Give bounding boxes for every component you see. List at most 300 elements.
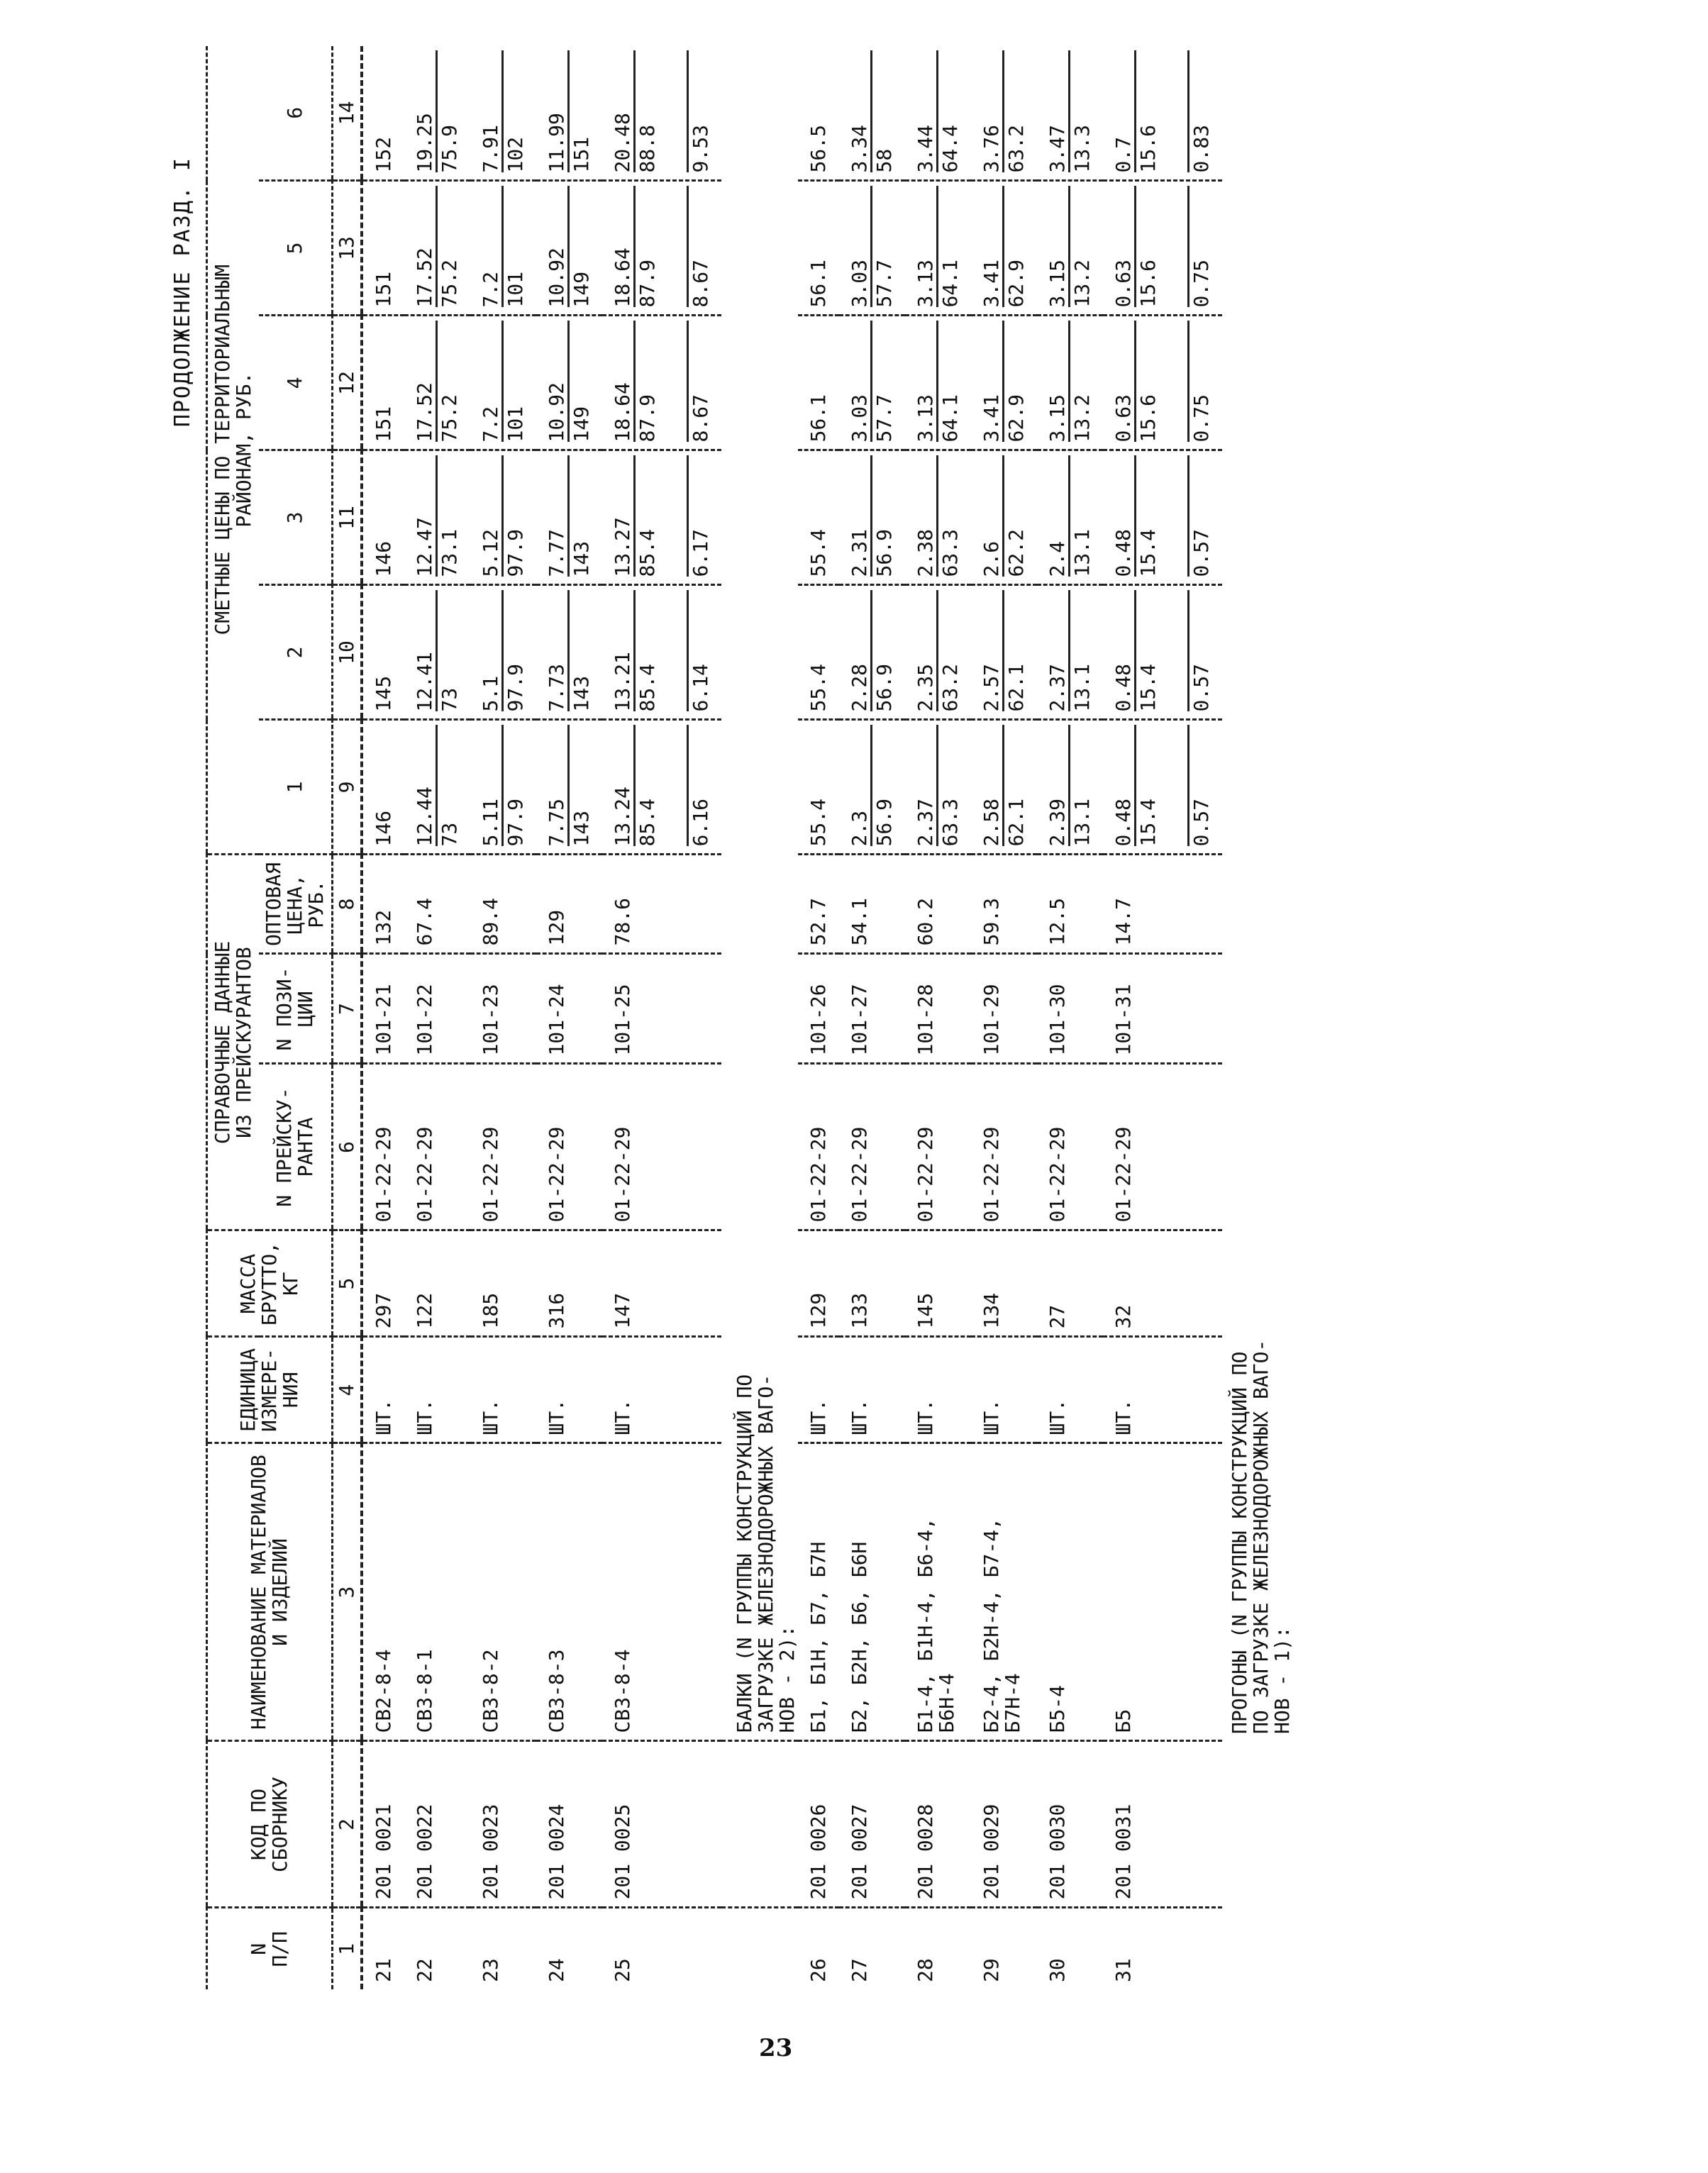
price-value-secondary: 87.9 bbox=[633, 186, 658, 307]
row-code: 201 0026 bbox=[798, 1741, 839, 1908]
row-name: Б5-4 bbox=[1037, 1443, 1103, 1741]
row-code: 201 0030 bbox=[1037, 1741, 1103, 1908]
row-wholesale-price: 54.1 bbox=[839, 855, 905, 954]
header-region-5: 5 bbox=[259, 181, 333, 316]
price-value: 2.31 bbox=[848, 529, 871, 577]
row-number: 21 bbox=[372, 1958, 395, 1982]
price-value: 3.41 bbox=[980, 394, 1003, 443]
header-col-wholesale-price: ОПТОВАЯ ЦЕНА, РУБ. bbox=[259, 855, 333, 954]
price-value: 19.25 bbox=[413, 113, 436, 173]
price-value: 3.13 bbox=[914, 394, 937, 443]
row-price-region-4 bbox=[839, 316, 905, 450]
price-value: 2.3 bbox=[848, 810, 871, 847]
price-value: 3.76 bbox=[980, 125, 1003, 173]
row-price-region-3 bbox=[839, 450, 905, 585]
price-value: 2.39 bbox=[1046, 799, 1069, 847]
row-price-region-4 bbox=[602, 316, 721, 450]
row-pricelist: 01-22-29 bbox=[470, 1064, 536, 1230]
price-value-secondary: 63.2 bbox=[936, 590, 961, 711]
row-price-region-6 bbox=[1037, 46, 1103, 181]
row-position: 101-29 bbox=[971, 954, 1037, 1064]
row-code: 201 0028 bbox=[905, 1741, 971, 1908]
price-value-secondary: 15.4 bbox=[1134, 455, 1159, 577]
price-value: 12.44 bbox=[413, 787, 436, 847]
price-value: 13.24 bbox=[611, 787, 634, 847]
price-value-secondary: 85.4 bbox=[633, 725, 658, 846]
row-price-region-5 bbox=[1037, 181, 1103, 316]
price-value-secondary: 143 bbox=[567, 725, 592, 846]
price-value-secondary: 13.1 bbox=[1068, 725, 1093, 846]
row-name: Б1-4, Б1Н-4, Б6-4, Б6Н-4 bbox=[905, 1443, 971, 1741]
price-value-secondary: 63.2 bbox=[1002, 50, 1027, 173]
row-pricelist: 01-22-29 bbox=[798, 1064, 839, 1230]
table-row bbox=[798, 46, 839, 1989]
price-value-secondary: 97.9 bbox=[501, 590, 526, 711]
row-price-region-6 bbox=[602, 46, 721, 181]
header-group-reference: СПРАВОЧНЫЕ ДАННЫЕ ИЗ ПРЕЙСКУРАНТОВ bbox=[207, 855, 260, 1230]
header-region-4: 4 bbox=[259, 316, 333, 450]
row-price-region-2 bbox=[905, 585, 971, 720]
column-number-1: 1 bbox=[333, 1908, 362, 1989]
row-price-region-2 bbox=[798, 585, 839, 720]
row-mass: 129 bbox=[798, 1230, 839, 1337]
row-name: СВ3-8-1 bbox=[404, 1443, 470, 1741]
price-value: 13.21 bbox=[611, 652, 634, 712]
row-number: 30 bbox=[1046, 1958, 1069, 1982]
price-value: 5.11 bbox=[479, 799, 502, 847]
row-number: 28 bbox=[914, 1958, 937, 1982]
row-price-region-1 bbox=[602, 720, 721, 855]
price-value-secondary: 75.9 bbox=[436, 50, 460, 173]
price-value-secondary: 15.4 bbox=[1134, 590, 1159, 711]
price-value: 11.99 bbox=[545, 113, 568, 173]
column-number-2: 2 bbox=[333, 1741, 362, 1908]
row-price-region-2 bbox=[536, 585, 602, 720]
column-number-7: 7 bbox=[333, 954, 362, 1064]
group-heading: БАЛКИ (N ГРУППЫ КОНСТРУКЦИЙ ПО ЗАГРУЗКЕ ЖЕЛЕЗНОДОРОЖНЫХ ВАГО- НОВ - 2): bbox=[721, 46, 798, 1741]
row-price-region-1 bbox=[905, 720, 971, 855]
row-price-region-6 bbox=[905, 46, 971, 181]
price-value: 5.1 bbox=[479, 675, 502, 712]
row-code: 201 0024 bbox=[536, 1741, 602, 1908]
row-position: 101-27 bbox=[839, 954, 905, 1064]
price-value: 146 bbox=[372, 540, 395, 577]
row-name: СВ2-8-4 bbox=[362, 1443, 404, 1741]
price-value: 2.6 bbox=[980, 540, 1003, 577]
price-value: 55.4 bbox=[806, 799, 830, 847]
row-price-region-3 bbox=[905, 450, 971, 585]
price-value: 3.03 bbox=[848, 394, 871, 443]
row-price-region-5 bbox=[971, 181, 1037, 316]
price-value-secondary: 73 bbox=[436, 725, 460, 846]
row-price-region-4 bbox=[362, 316, 404, 450]
table-row bbox=[602, 46, 721, 1989]
price-value-secondary: 56.9 bbox=[870, 455, 895, 577]
row-unit: ШТ. bbox=[536, 1337, 602, 1443]
row-name: СВ3-8-2 bbox=[470, 1443, 536, 1741]
price-value-secondary: 58 bbox=[870, 50, 895, 173]
group-spacer bbox=[721, 1741, 798, 1908]
price-value: 3.41 bbox=[980, 260, 1003, 308]
row-code: 201 0022 bbox=[404, 1741, 470, 1908]
price-value-secondary: 57.7 bbox=[870, 186, 895, 307]
price-value: 151 bbox=[372, 271, 395, 308]
row-pricelist: 01-22-29 bbox=[362, 1064, 404, 1230]
row-unit: ШТ. bbox=[1037, 1337, 1103, 1443]
row-pricelist: 01-22-29 bbox=[1103, 1064, 1222, 1230]
row-code: 201 0023 bbox=[470, 1741, 536, 1908]
row-price-region-2 bbox=[602, 585, 721, 720]
price-value-secondary: 85.4 bbox=[633, 590, 658, 711]
row-wholesale-price: 60.2 bbox=[905, 855, 971, 954]
price-value-secondary: 15.4 bbox=[1134, 725, 1159, 846]
row-price-region-6 bbox=[536, 46, 602, 181]
row-mass: 297 bbox=[362, 1230, 404, 1337]
price-value: 12.41 bbox=[413, 652, 436, 712]
row-price-region-5 bbox=[536, 181, 602, 316]
row-mass: 27 bbox=[1037, 1230, 1103, 1337]
row-price-region-4 bbox=[536, 316, 602, 450]
row-price-region-6 bbox=[839, 46, 905, 181]
row-wholesale-price: 59.3 bbox=[971, 855, 1037, 954]
row-code: 201 0025 bbox=[602, 1741, 721, 1908]
price-value-secondary: 73 bbox=[436, 590, 460, 711]
row-price-region-1 bbox=[470, 720, 536, 855]
price-value-extra: 9.53 bbox=[687, 50, 711, 173]
price-value: 7.75 bbox=[545, 799, 568, 847]
price-value-extra: 0.75 bbox=[1187, 186, 1212, 307]
row-price-region-6 bbox=[362, 46, 404, 181]
price-value-secondary: 73.1 bbox=[436, 455, 460, 577]
price-value: 10.92 bbox=[545, 382, 568, 443]
price-value: 56.1 bbox=[806, 260, 830, 308]
row-price-region-3 bbox=[971, 450, 1037, 585]
price-value: 18.64 bbox=[611, 248, 634, 308]
row-position: 101-25 bbox=[602, 954, 721, 1064]
row-price-region-1 bbox=[362, 720, 404, 855]
row-mass: 122 bbox=[404, 1230, 470, 1337]
row-position: 101-24 bbox=[536, 954, 602, 1064]
price-value: 12.47 bbox=[413, 517, 436, 577]
price-value: 3.13 bbox=[914, 260, 937, 308]
row-price-region-1 bbox=[404, 720, 470, 855]
row-price-region-5 bbox=[470, 181, 536, 316]
row-price-region-5 bbox=[839, 181, 905, 316]
row-unit: ШТ. bbox=[798, 1337, 839, 1443]
row-mass: 316 bbox=[536, 1230, 602, 1337]
row-price-region-3 bbox=[404, 450, 470, 585]
row-unit: ШТ. bbox=[602, 1337, 721, 1443]
table-row bbox=[971, 46, 1037, 1989]
price-value-extra: 0.57 bbox=[1187, 725, 1212, 846]
row-price-region-1 bbox=[1103, 720, 1222, 855]
row-unit: ШТ. bbox=[362, 1337, 404, 1443]
row-price-region-5 bbox=[1103, 181, 1222, 316]
price-value-secondary: 57.7 bbox=[870, 321, 895, 442]
column-number-11: 11 bbox=[333, 450, 362, 585]
row-price-region-2 bbox=[971, 585, 1037, 720]
column-number-10: 10 bbox=[333, 585, 362, 720]
price-value-secondary: 87.9 bbox=[633, 321, 658, 442]
price-value-secondary: 63.3 bbox=[936, 725, 961, 846]
row-price-region-5 bbox=[404, 181, 470, 316]
row-price-region-1 bbox=[1037, 720, 1103, 855]
row-name: СВ3-8-3 bbox=[536, 1443, 602, 1741]
row-code: 201 0029 bbox=[971, 1741, 1037, 1908]
row-number: 24 bbox=[545, 1958, 568, 1982]
row-name: Б1, Б1Н, Б7, Б7Н bbox=[798, 1443, 839, 1741]
price-value: 7.2 bbox=[479, 406, 502, 443]
row-price-region-5 bbox=[905, 181, 971, 316]
rotated-page bbox=[163, 101, 1412, 1989]
row-pricelist: 01-22-29 bbox=[536, 1064, 602, 1230]
price-value-secondary: 143 bbox=[567, 590, 592, 711]
page-header: ПРОДОЛЖЕНИЕ РАЗД. I bbox=[170, 157, 195, 428]
column-number-13: 13 bbox=[333, 181, 362, 316]
row-price-region-3 bbox=[798, 450, 839, 585]
row-code: 201 0027 bbox=[839, 1741, 905, 1908]
row-price-region-2 bbox=[362, 585, 404, 720]
price-value-secondary: 56.9 bbox=[870, 725, 895, 846]
price-value: 5.12 bbox=[479, 529, 502, 577]
row-position: 101-31 bbox=[1103, 954, 1222, 1064]
price-value-secondary: 15.6 bbox=[1134, 321, 1159, 442]
price-value: 17.52 bbox=[413, 248, 436, 308]
price-value-secondary: 62.9 bbox=[1002, 186, 1027, 307]
row-price-region-3 bbox=[536, 450, 602, 585]
price-value-secondary: 88.8 bbox=[633, 50, 658, 173]
row-number: 26 bbox=[806, 1958, 830, 1982]
price-value-extra: 6.16 bbox=[687, 725, 711, 846]
table-row bbox=[404, 46, 470, 1989]
header-col-n: N П/П bbox=[207, 1908, 333, 1989]
row-pricelist: 01-22-29 bbox=[404, 1064, 470, 1230]
footer-note: ПРОГОНЫ (N ГРУППЫ КОНСТРУКЦИЙ ПО ПО ЗАГРУЗКЕ ЖЕЛЕЗНОДОРОЖНЫХ ВАГО- НОВ - 1): bbox=[1228, 1339, 1294, 1734]
price-table bbox=[206, 46, 1222, 1989]
row-pricelist: 01-22-29 bbox=[602, 1064, 721, 1230]
row-number: 23 bbox=[479, 1958, 502, 1982]
header-region-6: 6 bbox=[259, 46, 333, 181]
price-value-secondary: 102 bbox=[501, 50, 526, 173]
row-position: 101-22 bbox=[404, 954, 470, 1064]
price-value-secondary: 97.9 bbox=[501, 455, 526, 577]
row-price-region-4 bbox=[470, 316, 536, 450]
row-position: 101-21 bbox=[362, 954, 404, 1064]
column-number-12: 12 bbox=[333, 316, 362, 450]
row-price-region-3 bbox=[1103, 450, 1222, 585]
price-value: 2.28 bbox=[848, 664, 871, 712]
row-mass: 134 bbox=[971, 1230, 1037, 1337]
row-mass: 133 bbox=[839, 1230, 905, 1337]
price-value-extra: 6.17 bbox=[687, 455, 711, 577]
row-number: 29 bbox=[980, 1958, 1003, 1982]
table-row bbox=[362, 46, 404, 1989]
row-price-region-5 bbox=[798, 181, 839, 316]
header-col-unit: ЕДИНИЦА ИЗМЕРЕ- НИЯ bbox=[207, 1337, 333, 1443]
price-value: 2.35 bbox=[914, 664, 937, 712]
row-wholesale-price: 67.4 bbox=[404, 855, 470, 954]
price-value: 17.52 bbox=[413, 382, 436, 443]
price-value: 0.63 bbox=[1111, 394, 1135, 443]
price-value: 2.58 bbox=[980, 799, 1003, 847]
price-value-secondary: 13.3 bbox=[1068, 50, 1093, 173]
price-value-secondary: 13.2 bbox=[1068, 321, 1093, 442]
price-value: 145 bbox=[372, 675, 395, 712]
price-value-secondary: 64.4 bbox=[936, 50, 961, 173]
price-value-secondary: 97.9 bbox=[501, 725, 526, 846]
price-value-extra: 0.57 bbox=[1187, 590, 1212, 711]
header-col-pricelist: N ПРЕЙСКУ- РАНТА bbox=[259, 1064, 333, 1230]
row-mass: 185 bbox=[470, 1230, 536, 1337]
price-value: 10.92 bbox=[545, 248, 568, 308]
column-number-14: 14 bbox=[333, 46, 362, 181]
price-value: 7.2 bbox=[479, 271, 502, 308]
price-value-secondary: 75.2 bbox=[436, 186, 460, 307]
row-price-region-4 bbox=[404, 316, 470, 450]
header-region-3: 3 bbox=[259, 450, 333, 585]
price-value: 2.37 bbox=[1046, 664, 1069, 712]
price-value-secondary: 149 bbox=[567, 186, 592, 307]
row-position: 101-26 bbox=[798, 954, 839, 1064]
price-value: 55.4 bbox=[806, 529, 830, 577]
row-price-region-2 bbox=[470, 585, 536, 720]
column-number-3: 3 bbox=[333, 1443, 362, 1741]
row-mass: 145 bbox=[905, 1230, 971, 1337]
row-name: СВ3-8-4 bbox=[602, 1443, 721, 1741]
price-value: 2.57 bbox=[980, 664, 1003, 712]
price-value-secondary: 149 bbox=[567, 321, 592, 442]
price-value: 3.15 bbox=[1046, 394, 1069, 443]
column-number-5: 5 bbox=[333, 1230, 362, 1337]
column-number-8: 8 bbox=[333, 855, 362, 954]
row-price-region-4 bbox=[971, 316, 1037, 450]
price-value-secondary: 85.4 bbox=[633, 455, 658, 577]
row-unit: ШТ. bbox=[470, 1337, 536, 1443]
row-unit: ШТ. bbox=[971, 1337, 1037, 1443]
row-price-region-3 bbox=[602, 450, 721, 585]
price-value: 146 bbox=[372, 810, 395, 847]
row-name: Б5 bbox=[1103, 1443, 1222, 1741]
price-value-secondary: 13.2 bbox=[1068, 186, 1093, 307]
price-value-secondary: 75.2 bbox=[436, 321, 460, 442]
price-value: 7.77 bbox=[545, 529, 568, 577]
header-region-1: 1 bbox=[259, 720, 333, 855]
price-value-secondary: 13.1 bbox=[1068, 590, 1093, 711]
table-row bbox=[1037, 46, 1103, 1989]
price-value: 3.34 bbox=[848, 125, 871, 173]
row-price-region-2 bbox=[839, 585, 905, 720]
price-value: 3.15 bbox=[1046, 260, 1069, 308]
row-pricelist: 01-22-29 bbox=[971, 1064, 1037, 1230]
price-value: 3.03 bbox=[848, 260, 871, 308]
table-row bbox=[470, 46, 536, 1989]
price-value-secondary: 64.1 bbox=[936, 321, 961, 442]
price-value-secondary: 15.6 bbox=[1134, 50, 1159, 173]
column-number-4: 4 bbox=[333, 1337, 362, 1443]
price-value: 0.48 bbox=[1111, 664, 1135, 712]
row-price-region-5 bbox=[602, 181, 721, 316]
row-price-region-2 bbox=[1103, 585, 1222, 720]
price-value-secondary: 101 bbox=[501, 186, 526, 307]
price-value-secondary: 101 bbox=[501, 321, 526, 442]
row-price-region-1 bbox=[536, 720, 602, 855]
row-unit: ШТ. bbox=[1103, 1337, 1222, 1443]
price-value: 0.48 bbox=[1111, 529, 1135, 577]
row-number: 22 bbox=[413, 1958, 436, 1982]
row-price-region-6 bbox=[404, 46, 470, 181]
row-number: 31 bbox=[1111, 1958, 1135, 1982]
row-mass: 32 bbox=[1103, 1230, 1222, 1337]
row-wholesale-price: 14.7 bbox=[1103, 855, 1222, 954]
header-col-position: N ПОЗИ- ЦИИ bbox=[259, 954, 333, 1064]
price-value: 151 bbox=[372, 406, 395, 443]
row-wholesale-price: 132 bbox=[362, 855, 404, 954]
price-value: 7.91 bbox=[479, 125, 502, 173]
row-price-region-3 bbox=[470, 450, 536, 585]
row-price-region-4 bbox=[1103, 316, 1222, 450]
table-row bbox=[536, 46, 602, 1989]
header-group-prices: СМЕТНЫЕ ЦЕНЫ ПО ТЕРРИТОРИАЛЬНЫМ РАЙОНАМ, РУБ. bbox=[207, 46, 260, 855]
price-value-secondary: 62.1 bbox=[1002, 590, 1027, 711]
price-value-extra: 8.67 bbox=[687, 186, 711, 307]
price-value-secondary: 62.1 bbox=[1002, 725, 1027, 846]
price-value-secondary: 63.3 bbox=[936, 455, 961, 577]
price-value: 0.7 bbox=[1111, 136, 1135, 173]
header-col-name: НАИМЕНОВАНИЕ МАТЕРИАЛОВ И ИЗДЕЛИЙ bbox=[207, 1443, 333, 1741]
row-name: Б2-4, Б2Н-4, Б7-4, Б7Н-4 bbox=[971, 1443, 1037, 1741]
price-value-extra: 6.14 bbox=[687, 590, 711, 711]
row-price-region-5 bbox=[362, 181, 404, 316]
price-value-extra: 0.83 bbox=[1187, 50, 1212, 173]
row-position: 101-23 bbox=[470, 954, 536, 1064]
table-row bbox=[839, 46, 905, 1989]
price-value: 2.37 bbox=[914, 799, 937, 847]
price-value: 18.64 bbox=[611, 382, 634, 443]
row-unit: ШТ. bbox=[404, 1337, 470, 1443]
row-pricelist: 01-22-29 bbox=[839, 1064, 905, 1230]
group-heading-row bbox=[721, 46, 798, 1989]
price-value: 7.73 bbox=[545, 664, 568, 712]
row-wholesale-price: 89.4 bbox=[470, 855, 536, 954]
row-price-region-6 bbox=[798, 46, 839, 181]
row-wholesale-price: 52.7 bbox=[798, 855, 839, 954]
price-value-secondary: 15.6 bbox=[1134, 186, 1159, 307]
price-value-secondary: 13.1 bbox=[1068, 455, 1093, 577]
price-value: 3.44 bbox=[914, 125, 937, 173]
row-price-region-6 bbox=[470, 46, 536, 181]
row-name: Б2, Б2Н, Б6, Б6Н bbox=[839, 1443, 905, 1741]
header-col-code: КОД ПО СБОРНИКУ bbox=[207, 1741, 333, 1908]
row-wholesale-price: 12.5 bbox=[1037, 855, 1103, 954]
price-value-secondary: 64.1 bbox=[936, 186, 961, 307]
row-wholesale-price: 129 bbox=[536, 855, 602, 954]
price-value-extra: 8.67 bbox=[687, 321, 711, 442]
price-value-secondary: 62.2 bbox=[1002, 455, 1027, 577]
table-row bbox=[905, 46, 971, 1989]
price-value: 2.4 bbox=[1046, 540, 1069, 577]
row-wholesale-price: 78.6 bbox=[602, 855, 721, 954]
row-price-region-2 bbox=[1037, 585, 1103, 720]
row-price-region-4 bbox=[1037, 316, 1103, 450]
row-pricelist: 01-22-29 bbox=[1037, 1064, 1103, 1230]
price-value-secondary: 56.9 bbox=[870, 590, 895, 711]
row-number: 27 bbox=[848, 1958, 871, 1982]
page-number: 23 bbox=[759, 2034, 793, 2062]
price-value-secondary: 62.9 bbox=[1002, 321, 1027, 442]
row-number: 25 bbox=[611, 1958, 634, 1982]
column-number-6: 6 bbox=[333, 1064, 362, 1230]
group-spacer bbox=[721, 1908, 798, 1989]
